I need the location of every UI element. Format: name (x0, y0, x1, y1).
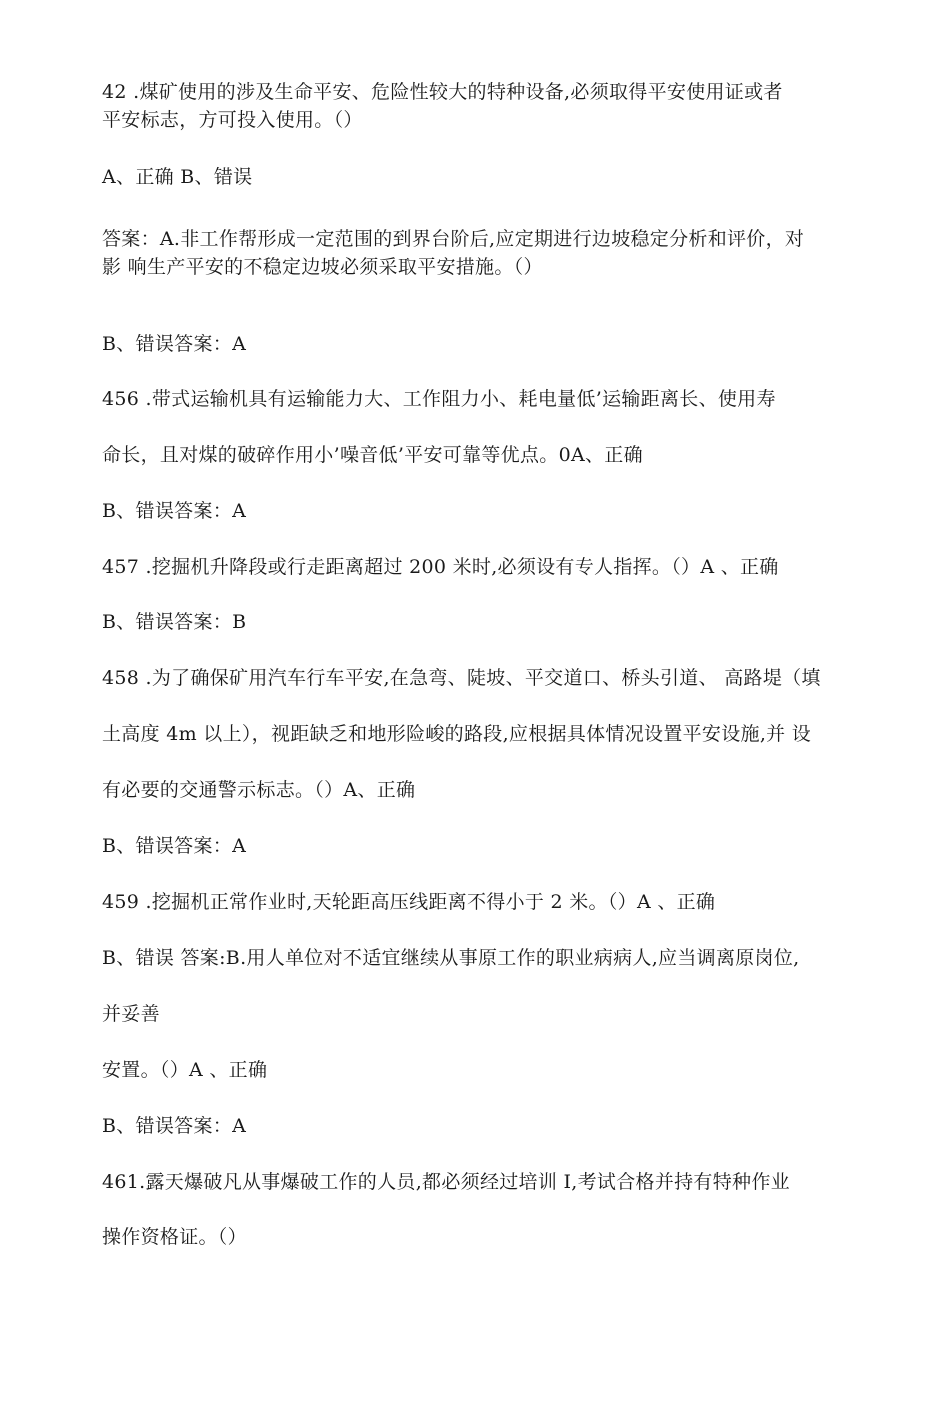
answer-question-line-2: 并妥善 (102, 1003, 160, 1025)
answer-question-line-3: 安置。（）A 、正确 (102, 1059, 268, 1081)
option-answer-line: B、错误答案：A (102, 835, 247, 857)
option-answer-line: B、错误答案：B (102, 611, 247, 633)
question-459-line: 459 .挖掘机正常作业时,天轮距高压线距离不得小于 2 米。（）A 、正确 (102, 891, 716, 913)
option-answer-line: B、错误答案：A (102, 333, 247, 355)
options-line: A、正确 B、错误 (102, 166, 253, 188)
question-42-line-1: 42 .煤矿使用的涉及生命平安、危险性较大的特种设备,必须取得平安使用证或者 (102, 81, 783, 103)
question-457-line: 457 .挖掘机升降段或行走距离超过 200 米时,必须设有专人指挥。（）A 、正确 (102, 556, 779, 578)
answer-question-line-1: B、错误 答案:B.用人单位对不适宜继续从事原工作的职业病病人,应当调离原岗位, (102, 947, 800, 969)
answer-question-line-2: 影 响生产平安的不稳定边坡必须采取平安措施。（） (102, 256, 543, 278)
option-answer-line: B、错误答案：A (102, 500, 247, 522)
question-456-line-2: 命长，且对煤的破碎作用小’噪音低’平安可靠等优点。0A、正确 (102, 444, 643, 466)
question-458-line-1: 458 .为了确保矿用汽车行车平安,在急弯、陡坡、平交道口、桥头引道、 高路堤（填 (102, 667, 821, 689)
question-458-line-3: 有必要的交通警示标志。（）A、正确 (102, 779, 416, 801)
question-456-line-1: 456 .带式运输机具有运输能力大、工作阻力小、耗电量低’运输距离长、使用寿 (102, 388, 776, 410)
answer-question-line-1: 答案：A.非工作帮形成一定范围的到界台阶后,应定期进行边坡稳定分析和评价，对 (102, 228, 805, 250)
question-458-line-2: 土高度 4m 以上），视距缺乏和地形险峻的路段,应根据具体情况设置平安设施,并 设 (102, 723, 812, 745)
question-461-line-1: 461.露天爆破凡从事爆破工作的人员,都必须经过培训 I,考试合格并持有特种作业 (102, 1171, 790, 1193)
question-42-line-2: 平安标志，方可投入使用。（） (102, 109, 363, 131)
question-461-line-2: 操作资格证。（） (102, 1226, 247, 1248)
option-answer-line: B、错误答案：A (102, 1115, 247, 1137)
